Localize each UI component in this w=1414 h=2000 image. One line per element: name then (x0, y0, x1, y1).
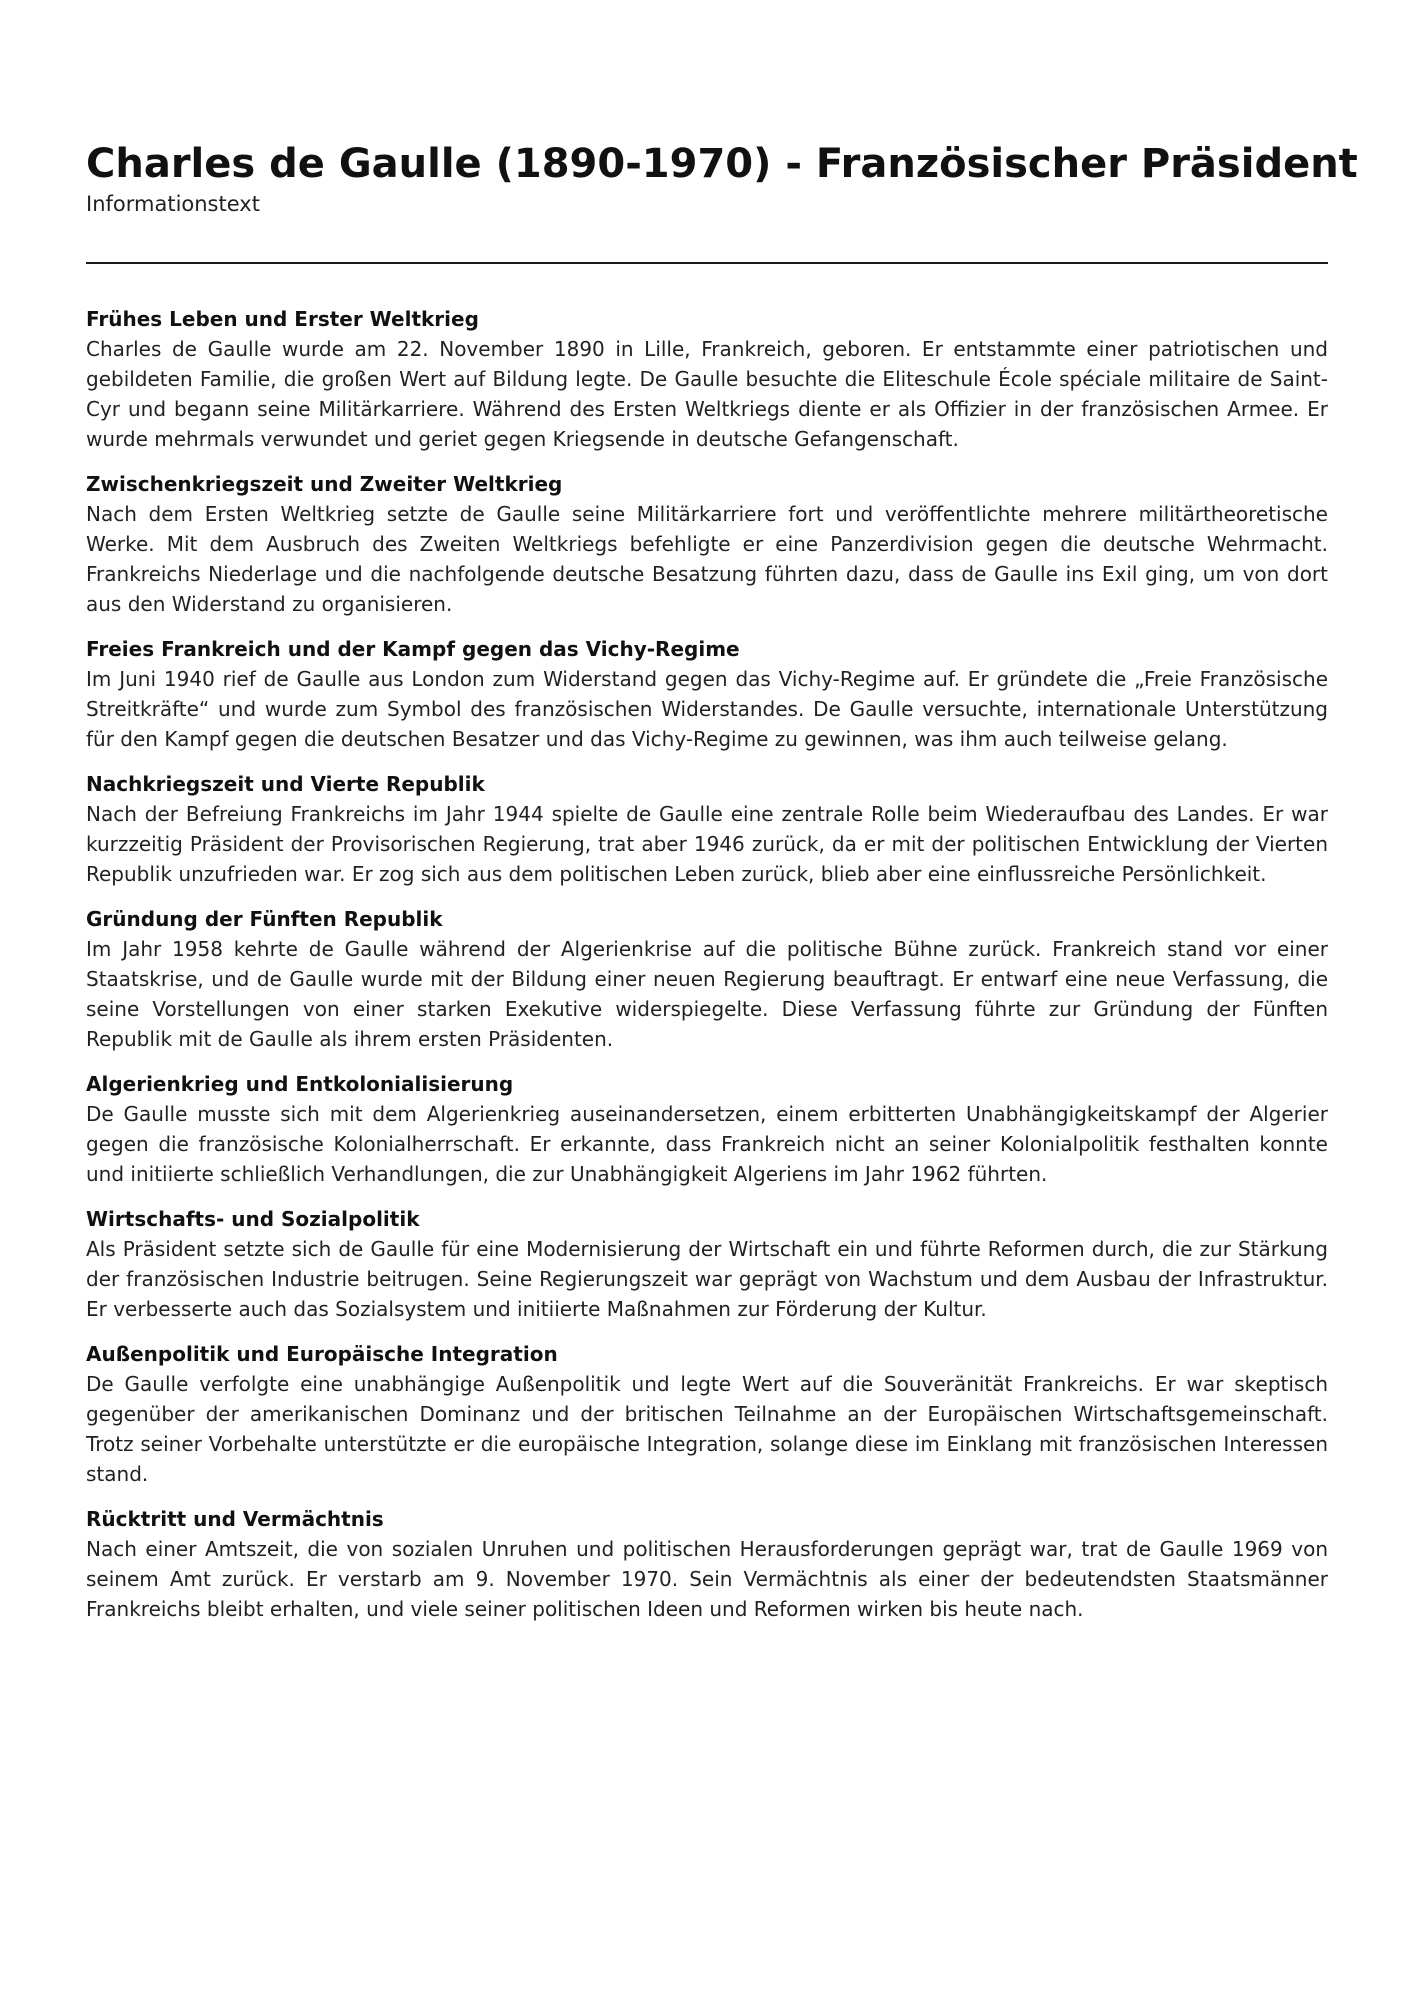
section-heading: Wirtschafts- und Sozialpolitik (86, 1207, 420, 1231)
section-heading: Außenpolitik und Europäische Integration (86, 1342, 558, 1366)
section-fifth-republic (86, 904, 1328, 1054)
section-text: De Gaulle verfolgte eine unabhängige Außenpolitik und legte Wert auf die Souveränität Frankreichs. Er war skeptisch gegenüber der amerikanischen Dominanz und der britischen Teilnahme an der Europäischen Wirtschaftsgemeinschaft. Trotz seiner Vorbehalte unterstützte er die europäische Integration, solange diese im Einklang mit französischen Interessen stand. (86, 1372, 1328, 1486)
section-heading: Zwischenkriegszeit und Zweiter Weltkrieg (86, 472, 563, 496)
document-body (86, 304, 1328, 1624)
section-text: Im Jahr 1958 kehrte de Gaulle während der Algerienkrise auf die politische Bühne zurück. Frankreich stand vor einer Staatskrise, und de Gaulle wurde mit der Bildung einer neuen Regierung beauftragt. Er entwarf eine neue Verfassung, die seine Vorstellungen von einer starken Exekutive widerspiegelte. Diese Verfassung führte zur Gründung der Fünften Republik mit de Gaulle als ihrem ersten Präsidenten. (86, 937, 1328, 1051)
section-heading: Frühes Leben und Erster Weltkrieg (86, 307, 479, 331)
section-heading: Gründung der Fünften Republik (86, 907, 443, 931)
title-divider (86, 262, 1328, 264)
section-text: Nach einer Amtszeit, die von sozialen Unruhen und politischen Herausforderungen geprägt war, trat de Gaulle 1969 von seinem Amt zurück. Er verstarb am 9. November 1970. Sein Vermächtnis als einer der bedeutendsten Staatsmänner Frankreichs bleibt erhalten, und viele seiner politischen Ideen und Reformen wirken bis heute nach. (86, 1537, 1328, 1621)
section-heading: Algerienkrieg und Entkolonialisierung (86, 1072, 514, 1096)
document-subtitle: Informationstext (86, 192, 260, 216)
section-heading: Nachkriegszeit und Vierte Republik (86, 772, 485, 796)
section-free-france (86, 634, 1328, 754)
section-heading: Freies Frankreich und der Kampf gegen das Vichy-Regime (86, 637, 740, 661)
section-text: De Gaulle musste sich mit dem Algerienkrieg auseinandersetzen, einem erbitterten Unabhängigkeitskampf der Algerier gegen die französische Kolonialherrschaft. Er erkannte, dass Frankreich nicht an seiner Kolonialpolitik festhalten konnte und initiierte schließlich Verhandlungen, die zur Unabhängigkeit Algeriens im Jahr 1962 führten. (86, 1102, 1328, 1186)
document-title: Charles de Gaulle (1890-1970) - Französischer Präsident (86, 141, 1358, 187)
section-heading: Rücktritt und Vermächtnis (86, 1507, 384, 1531)
section-text: Im Juni 1940 rief de Gaulle aus London zum Widerstand gegen das Vichy-Regime auf. Er gründete die „Freie Französische Streitkräfte“ und wurde zum Symbol des französischen Widerstandes. De Gaulle versuchte, internationale Unterstützung für den Kampf gegen die deutschen Besatzer und das Vichy-Regime zu gewinnen, was ihm auch teilweise gelang. (86, 667, 1328, 751)
section-text: Charles de Gaulle wurde am 22. November 1890 in Lille, Frankreich, geboren. Er entstammte einer patriotischen und gebildeten Familie, die großen Wert auf Bildung legte. De Gaulle besuchte die Eliteschule École spéciale militaire de Saint-Cyr und begann seine Militärkarriere. Während des Ersten Weltkriegs diente er als Offizier in der französischen Armee. Er wurde mehrmals verwundet und geriet gegen Kriegsende in deutsche Gefangenschaft. (86, 337, 1328, 451)
section-economy (86, 1204, 1328, 1324)
section-foreign-policy (86, 1339, 1328, 1489)
section-early-life (86, 304, 1328, 454)
section-fourth-republic (86, 769, 1328, 889)
section-text: Als Präsident setzte sich de Gaulle für eine Modernisierung der Wirtschaft ein und führte Reformen durch, die zur Stärkung der französischen Industrie beitrugen. Seine Regierungszeit war geprägt von Wachstum und dem Ausbau der Infrastruktur. Er verbesserte auch das Sozialsystem und initiierte Maßnahmen zur Förderung der Kultur. (86, 1237, 1328, 1321)
section-legacy (86, 1504, 1328, 1624)
section-interwar (86, 469, 1328, 619)
section-text: Nach dem Ersten Weltkrieg setzte de Gaulle seine Militärkarriere fort und veröffentlichte mehrere militärtheoretische Werke. Mit dem Ausbruch des Zweiten Weltkriegs befehligte er eine Panzerdivision gegen die deutsche Wehrmacht. Frankreichs Niederlage und die nachfolgende deutsche Besatzung führten dazu, dass de Gaulle ins Exil ging, um von dort aus den Widerstand zu organisieren. (86, 502, 1328, 616)
section-algeria (86, 1069, 1328, 1189)
section-text: Nach der Befreiung Frankreichs im Jahr 1944 spielte de Gaulle eine zentrale Rolle beim Wiederaufbau des Landes. Er war kurzzeitig Präsident der Provisorischen Regierung, trat aber 1946 zurück, da er mit der politischen Entwicklung der Vierten Republik unzufrieden war. Er zog sich aus dem politischen Leben zurück, blieb aber eine einflussreiche Persönlichkeit. (86, 802, 1328, 886)
